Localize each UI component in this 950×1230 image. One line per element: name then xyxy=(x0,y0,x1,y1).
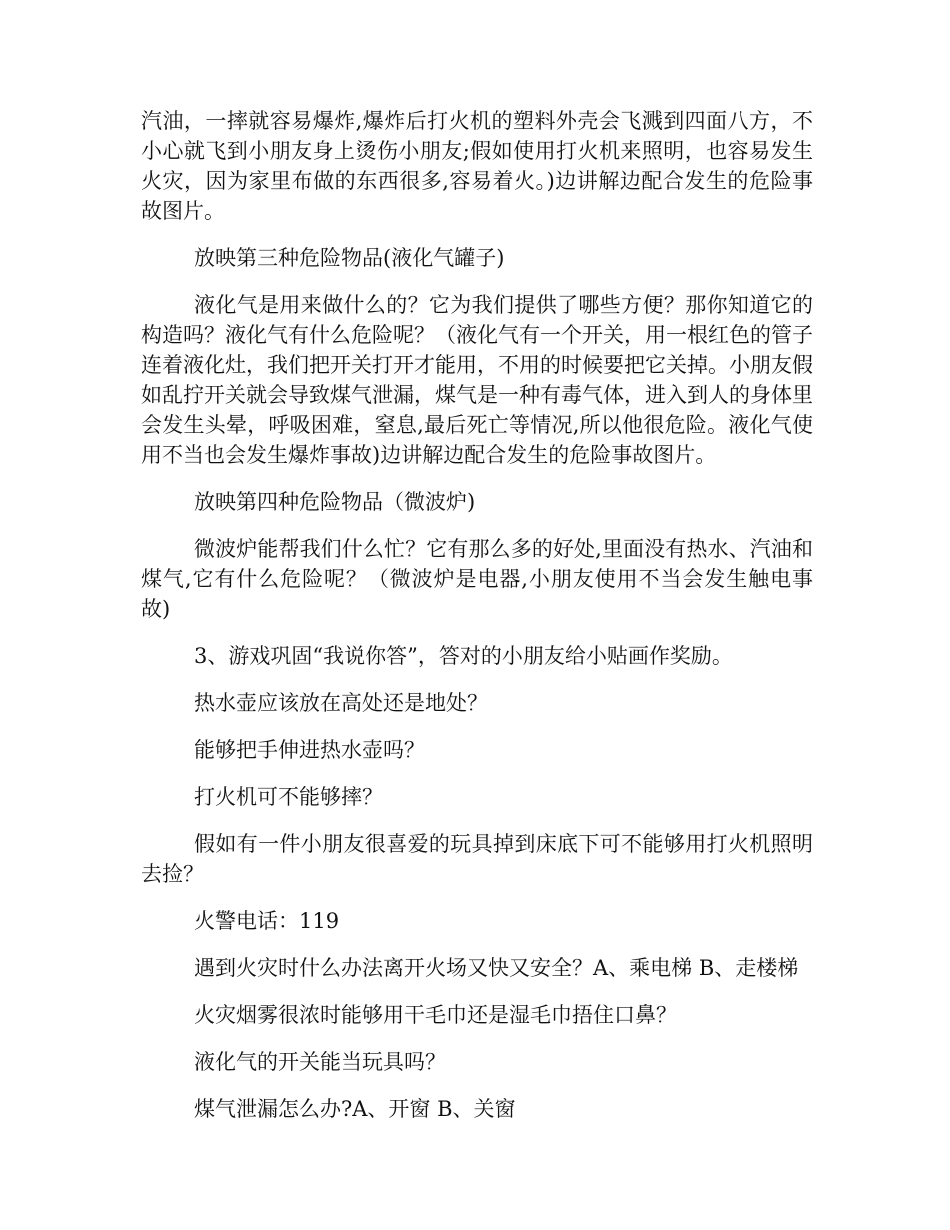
paragraph-lpg-explanation: 液化气是用来做什么的？它为我们提供了哪些方便？那你知道它的构造吗？液化气有什么危险呢？（液化气有一个开关，用一根红色的管子连着液化灶，我们把开关打开才能用，不用的时候要把它关掉。小朋友假如乱拧开关就会导致煤气泄漏，煤气是一种有毒气体，进入到人的身体里会发生头晕，呼吸困难，窒息,最后死亡等情况,所以他很危险。液化气使用不当也会发生爆炸事故)边讲解边配合发生的危险事故图片。 xyxy=(141,293,813,467)
paragraph-microwave-explanation: 微波炉能帮我们什么忙？它有那么多的好处,里面没有热水、汽油和煤气,它有什么危险呢？（微波炉是电器,小朋友使用不当会发生触电事故) xyxy=(141,537,813,621)
question-lighter-under-bed: 假如有一件小朋友很喜爱的玩具掉到床底下可不能够用打火机照明去捡？ xyxy=(141,832,813,886)
document-body xyxy=(141,106,813,1141)
paragraph-item-four-heading: 放映第四种危险物品（微波炉) xyxy=(194,490,476,514)
paragraph-game-heading: 3、游戏巩固“我说你答”，答对的小朋友给小贴画作奖励。 xyxy=(194,644,733,668)
question-hand-in-kettle: 能够把手伸进热水壶吗？ xyxy=(194,738,425,762)
question-lighter-throw: 打火机可不能够摔？ xyxy=(194,785,383,809)
question-kettle-placement: 热水壶应该放在高处还是地处？ xyxy=(194,691,488,715)
paragraph-gasoline-danger: 汽油，一摔就容易爆炸,爆炸后打火机的塑料外壳会飞溅到四面八方，不小心就飞到小朋友身上烫伤小朋友;假如使用打火机来照明，也容易发生火灾，因为家里布做的东西很多,容易着火。)边讲解边配合发生的危险事故图片。 xyxy=(141,109,813,223)
question-gas-leak: 煤气泄漏怎么办?A、开窗 B、关窗 xyxy=(194,1097,516,1121)
paragraph-item-three-heading: 放映第三种危险物品(液化气罐子) xyxy=(194,246,505,270)
question-smoke-towel: 火灾烟雾很浓时能够用干毛巾还是湿毛巾捂住口鼻？ xyxy=(194,1003,677,1027)
question-fire-escape: 遇到火灾时什么办法离开火场又快又安全？A、乘电梯 B、走楼梯 xyxy=(194,956,799,980)
fire-alarm-number: 火警电话：119 xyxy=(194,909,340,933)
question-lpg-switch-toy: 液化气的开关能当玩具吗？ xyxy=(194,1050,446,1074)
